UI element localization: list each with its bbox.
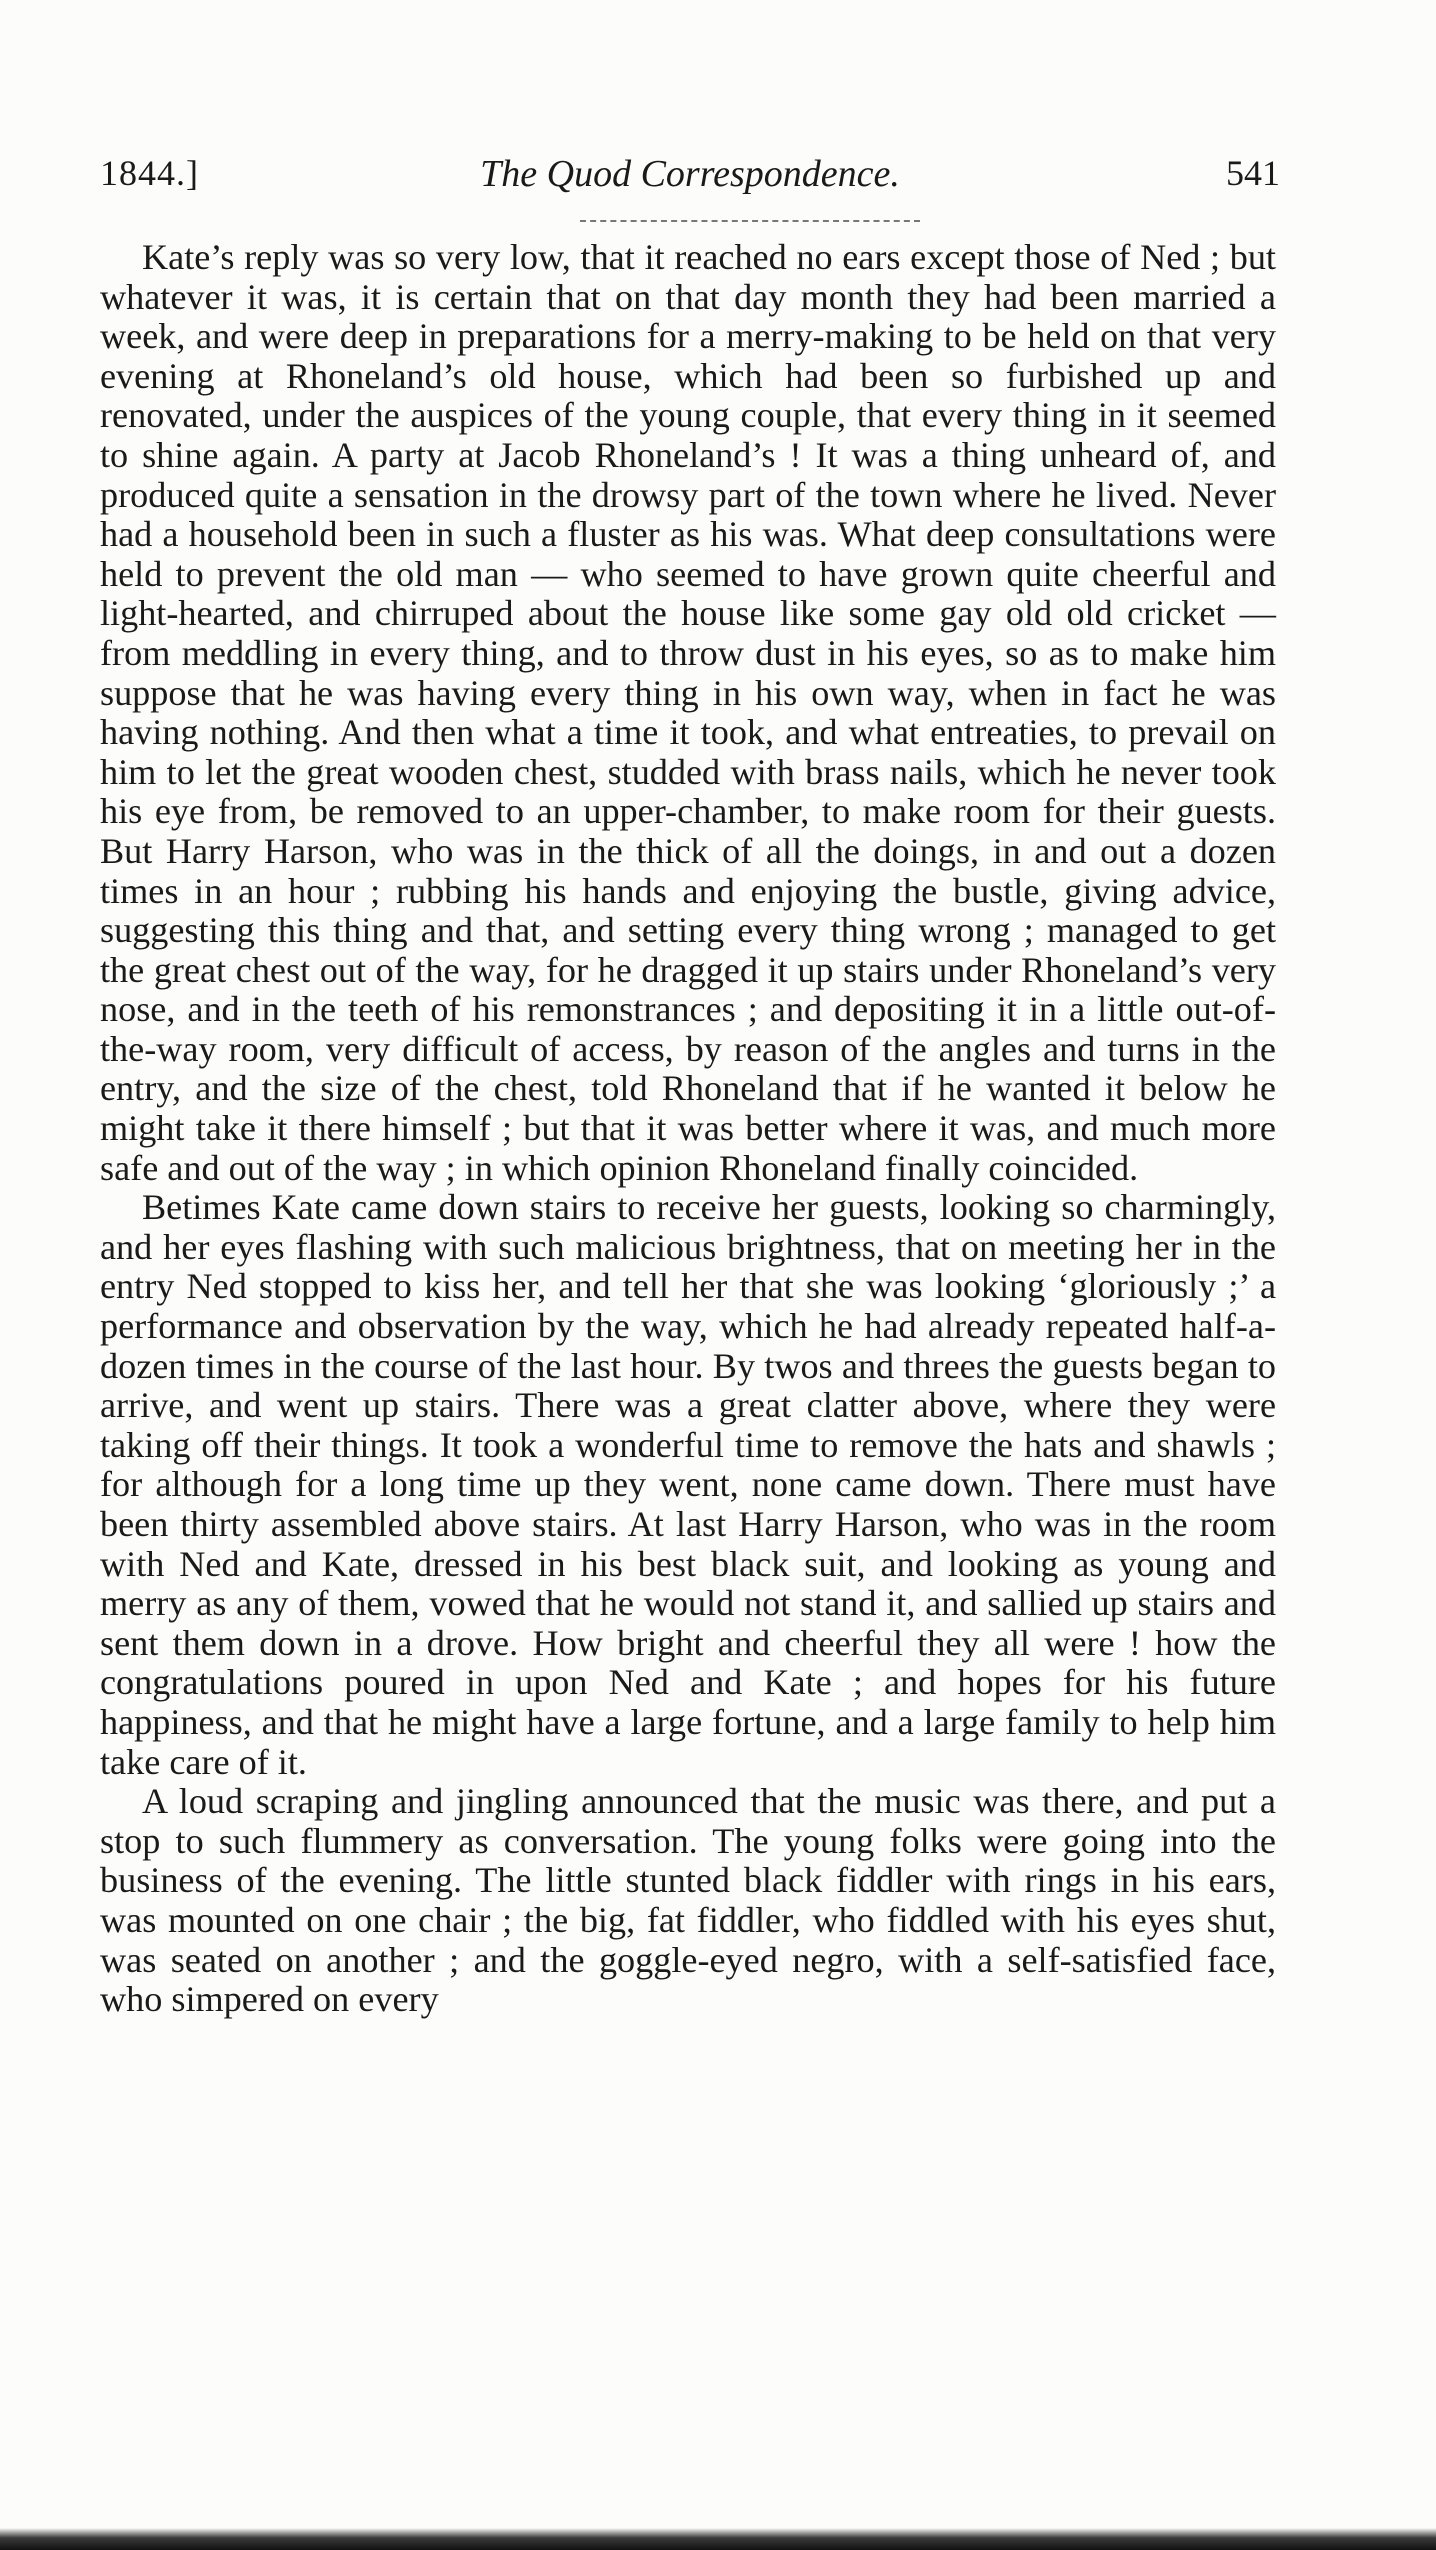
paragraph-3: A loud scraping and jingling announced that the music was there, and put a stop to such flummery as conversation. The young folks were going into the business of the evening. The little stunted black fiddler with rings in his ears, was mounted on one chair ; the big, fat fiddler, who fiddled with his eyes shut, was seated on another ; and the goggle-eyed negro, with a self-satisfied face, who simpered on every	[100, 1781, 1276, 2020]
header-rule	[580, 220, 920, 222]
running-header	[100, 152, 1280, 202]
page-bottom-edge	[0, 2528, 1436, 2550]
paragraph-2: Betimes Kate came down stairs to receive her guests, looking so charmingly, and her eyes flashing with such malicious brightness, that on meeting her in the entry Ned stopped to kiss her, and tell her that she was looking ‘gloriously ;’ a performance and observation by the way, which he had already repeated half-a-dozen times in the course of the last hour. By twos and threes the guests began to arrive, and went up stairs. There was a great clatter above, where they were taking off their things. It took a wonderful time to remove the hats and shawls ; for although for a long time up they went, none came down. There must have been thirty assembled above stairs. At last Harry Harson, who was in the room with Ned and Kate, dressed in his best black suit, and looking as young and merry as any of them, vowed that he would not stand it, and sallied up stairs and sent them down in a drove. How bright and cheerful they all were ! how the congratulations poured in upon Ned and Kate ; and hopes for his future happiness, and that he might have a large fortune, and a large family to help him take care of it.	[100, 1187, 1276, 1782]
header-running-title: The Quod Correspondence.	[480, 153, 900, 195]
body-text	[100, 238, 1276, 2020]
header-year: 1844.]	[100, 153, 199, 193]
header-page-number: 541	[1226, 153, 1280, 193]
paragraph-1: Kate’s reply was so very low, that it reached no ears except those of Ned ; but whatever it was, it is certain that on that day month they had been married a week, and were deep in preparations for a merry-making to be held on that very evening at Rhoneland’s old house, which had been so furbished up and renovated, under the auspices of the young couple, that every thing in it seemed to shine again. A party at Jacob Rhoneland’s ! It was a thing unheard of, and produced quite a sensation in the drowsy part of the town where he lived. Never had a household been in such a fluster as his was. What deep consultations were held to prevent the old man — who seemed to have grown quite cheerful and light-hearted, and chirruped about the house like some gay old old cricket — from meddling in every thing, and to throw dust in his eyes, so as to make him suppose that he was having every thing in his own way, when in fact he was having nothing. And then what a time it took, and what entreaties, to prevail on him to let the great wooden chest, studded with brass nails, which he never took his eye from, be removed to an upper-chamber, to make room for their guests. But Harry Harson, who was in the thick of all the doings, in and out a dozen times in an hour ; rubbing his hands and enjoying the bustle, giving advice, suggesting this thing and that, and setting every thing wrong ; managed to get the great chest out of the way, for he dragged it up stairs under Rhoneland’s very nose, and in the teeth of his remonstrances ; and depositing it in a little out-of-the-way room, very difficult of access, by reason of the angles and turns in the entry, and the size of the chest, told Rhoneland that if he wanted it below he might take it there himself ; but that it was better where it was, and much more safe and out of the way ; in which opinion Rhoneland finally coincided.	[100, 237, 1276, 1188]
